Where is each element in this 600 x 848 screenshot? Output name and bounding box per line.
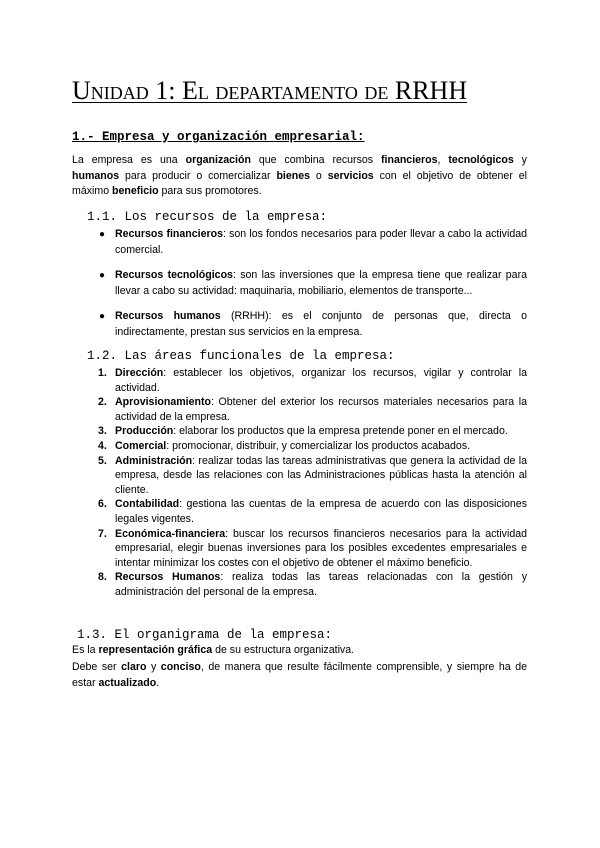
item-description: : son los fondos necesarios para poder llevar a cabo la actividad comercial. [115, 228, 528, 256]
item-number: 2. [98, 396, 107, 409]
list-item [72, 570, 527, 599]
list-item [72, 424, 527, 439]
list-item [72, 395, 527, 424]
bold-term: humanos [72, 169, 120, 182]
bullet-icon: ● [99, 270, 106, 281]
bold-term: financieros [381, 154, 438, 166]
text-run: o [310, 169, 328, 182]
bold-term: beneficio [112, 185, 159, 197]
functional-areas-list [72, 366, 527, 600]
text-run: La empresa es una [72, 154, 186, 166]
bullet-icon: ● [99, 229, 106, 240]
bold-term: bienes [276, 169, 311, 182]
item-description: : realizar todas las tareas administrativas que genera la actividad de la empresa, desde las relaciones con las Administraciones públicas hasta la atención al cliente. [115, 454, 527, 496]
item-number: 1. [98, 367, 107, 379]
item-term: Producción [115, 425, 174, 438]
section-1-intro [72, 153, 527, 200]
item-term: Recursos humanos [115, 310, 221, 322]
subsection-1-2-heading: 1.2. Las áreas funcionales de la empresa: [87, 349, 395, 363]
bold-term: actualizado [98, 676, 157, 689]
list-item [72, 227, 527, 258]
item-term: Económica-financiera [115, 527, 226, 540]
text-run: para sus promotores. [158, 185, 262, 197]
text-run: para producir o comercializar [119, 169, 277, 182]
item-description: : son las inversiones que la empresa tiene que realizar para llevar a cabo su actividad: maquinaria, mobiliario, elementos de transporte... [115, 269, 527, 297]
text-run: Es la [72, 644, 99, 656]
item-description: : realiza todas las tareas relacionadas con la gestión y administración del personal de la empresa. [115, 571, 527, 598]
section-1-heading: 1.- Empresa y organización empresarial: [72, 130, 365, 144]
resources-list [72, 227, 527, 350]
item-number: 4. [98, 439, 107, 452]
list-item [72, 497, 527, 526]
item-term: Administración [115, 454, 193, 467]
text-run: Debe ser [72, 661, 122, 673]
bold-term: servicios [327, 169, 374, 182]
text-run: . [156, 676, 160, 689]
item-term: Recursos tecnológicos [115, 269, 233, 281]
bold-term: representación gráfica [98, 644, 213, 656]
bullet-icon: ● [99, 311, 106, 322]
list-item [72, 439, 527, 454]
bold-term: organización [185, 154, 251, 166]
bold-term: claro [121, 661, 147, 673]
subsection-1-3-heading: 1.3. El organigrama de la empresa: [77, 628, 333, 642]
text-run: y [146, 661, 161, 673]
document-title: Unidad 1: El departamento de RRHH [72, 76, 468, 105]
item-term: Dirección [115, 367, 164, 379]
item-number: 6. [98, 498, 107, 511]
bold-term: tecnológicos [448, 154, 514, 166]
list-item [72, 527, 527, 571]
item-description: : buscar los recursos financieros necesarios para la actividad empresarial, elegir buenas inversiones para los posibles excedentes empresariales e intentar minimizar los costes con el objetivo de obtener el máximo beneficio. [115, 527, 527, 569]
item-term: Contabilidad [115, 498, 180, 511]
list-item [72, 366, 527, 395]
text-run: que combina recursos [250, 154, 381, 166]
list-item [72, 268, 527, 299]
item-description: (RRHH): es el conjunto de personas que, directa o indirectamente, prestan sus servicios en la empresa. [115, 310, 527, 338]
item-description: : promocionar, distribuir, y comercializar los productos acabados. [166, 439, 471, 452]
item-number: 7. [98, 527, 107, 540]
item-term: Recursos financieros [115, 228, 223, 240]
text-run: , de manera que resulte fácilmente comprensible, y siempre ha de estar [72, 661, 528, 689]
item-description: : gestiona las cuentas de la empresa de acuerdo con las disposiciones legales vigentes. [115, 498, 527, 525]
list-item [72, 454, 527, 498]
text-run: con el objetivo de obtener el máximo [72, 169, 528, 197]
org-chart-requirements [72, 660, 527, 691]
item-number: 8. [98, 571, 107, 584]
org-chart-definition [72, 643, 527, 659]
text-run: , [437, 154, 449, 166]
subsection-1-1-heading: 1.1. Los recursos de la empresa: [87, 210, 328, 224]
item-term: Aprovisionamiento [115, 396, 211, 409]
list-item [72, 309, 527, 340]
item-description: : Obtener del exterior los recursos materiales necesarios para la actividad de la empresa. [115, 396, 527, 423]
text-run: de su estructura organizativa. [212, 644, 355, 656]
item-description: : elaborar los productos que la empresa pretende poner en el mercado. [173, 425, 508, 438]
text-run: y [513, 154, 527, 166]
item-number: 5. [98, 454, 107, 467]
item-term: Comercial [115, 439, 167, 452]
bold-term: conciso [160, 661, 201, 673]
item-number: 3. [98, 425, 107, 438]
item-term: Recursos Humanos [115, 571, 221, 584]
item-description: : establecer los objetivos, organizar los recursos, vigilar y controlar la actividad. [115, 367, 527, 394]
